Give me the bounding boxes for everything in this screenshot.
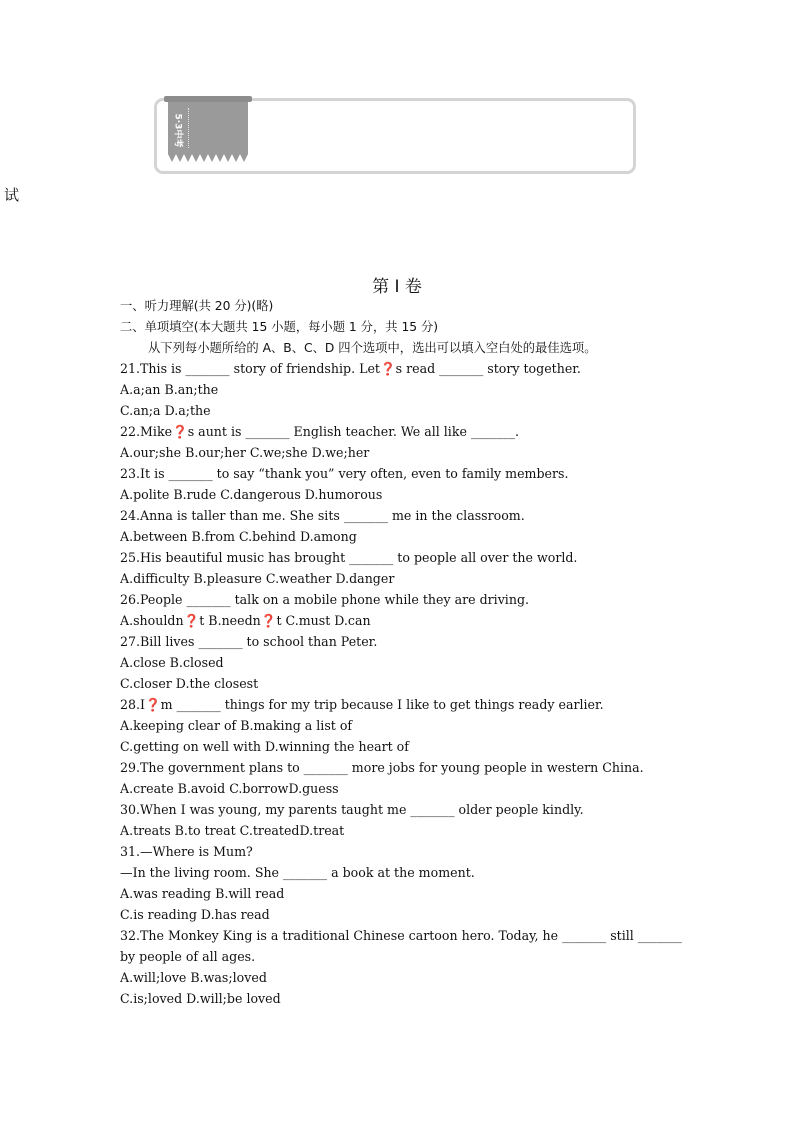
option-line: A.create B.avoid C.borrowD.guess <box>120 781 339 796</box>
option-line: A.shouldn❓t B.needn❓t C.must D.can <box>120 613 371 628</box>
question-line: 28.I❓m _______ things for my trip because I like to get things ready earlier. <box>120 697 604 712</box>
question-line: 21.This is _______ story of friendship. Let❓s read _______ story together. <box>120 361 581 376</box>
option-line: A.polite B.rude C.dangerous D.humorous <box>120 487 383 502</box>
option-line: A.close B.closed <box>120 655 224 670</box>
option-line: C.an;a D.a;the <box>120 403 211 418</box>
option-line: A.will;love B.was;loved <box>120 970 267 985</box>
question-line: —In the living room. She _______ a book at the moment. <box>120 865 475 880</box>
question-line: 22.Mike❓s aunt is _______ English teacher. We all like _______. <box>120 424 519 439</box>
header-tab-dots <box>188 108 190 148</box>
option-line: A.keeping clear of B.making a list of <box>120 718 353 733</box>
option-line: C.is reading D.has read <box>120 907 270 922</box>
option-line: A.a;an B.an;the <box>120 382 219 397</box>
option-line: A.treats B.to treat C.treatedD.treat <box>120 823 345 838</box>
option-line: C.getting on well with D.winning the heart of <box>120 739 409 754</box>
section-2-heading: 二、单项填空(本大题共 15 小题，每小题 1 分，共 15 分) <box>120 320 439 334</box>
question-line: by people of all ages. <box>120 949 256 964</box>
instruction: 从下列每小题所给的 A、B、C、D 四个选项中，选出可以填入空白处的最佳选项。 <box>148 341 597 355</box>
option-line: C.is;loved D.will;be loved <box>120 991 281 1006</box>
option-line: A.between B.from C.behind D.among <box>120 529 357 544</box>
side-char: 试 <box>4 186 20 204</box>
question-line: 24.Anna is taller than me. She sits _______ me in the classroom. <box>120 508 525 523</box>
question-line: 27.Bill lives _______ to school than Peter. <box>120 634 378 649</box>
question-line: 26.People _______ talk on a mobile phone while they are driving. <box>120 592 530 607</box>
question-line: 30.When I was young, my parents taught me _______ older people kindly. <box>120 802 584 817</box>
option-line: A.difficulty B.pleasure C.weather D.danger <box>120 571 395 586</box>
question-line: 29.The government plans to _______ more jobs for young people in western China. <box>120 760 644 775</box>
option-line: A.our;she B.our;her C.we;she D.we;her <box>120 445 370 460</box>
header-tab-top <box>164 96 252 102</box>
question-line: 23.It is _______ to say “thank you” very often, even to family members. <box>120 466 569 481</box>
option-line: A.was reading B.will read <box>120 886 285 901</box>
question-line: 31.—Where is Mum? <box>120 844 253 859</box>
question-line: 25.His beautiful music has brought _______ to people all over the world. <box>120 550 578 565</box>
volume-title: 第 I 卷 <box>372 277 422 297</box>
header-tab-label: 5·3中考 <box>172 113 183 148</box>
option-line: C.closer D.the closest <box>120 676 259 691</box>
section-1-heading: 一、听力理解(共 20 分)(略) <box>120 299 274 313</box>
question-line: 32.The Monkey King is a traditional Chinese cartoon hero. Today, he _______ still _______ <box>120 928 682 943</box>
